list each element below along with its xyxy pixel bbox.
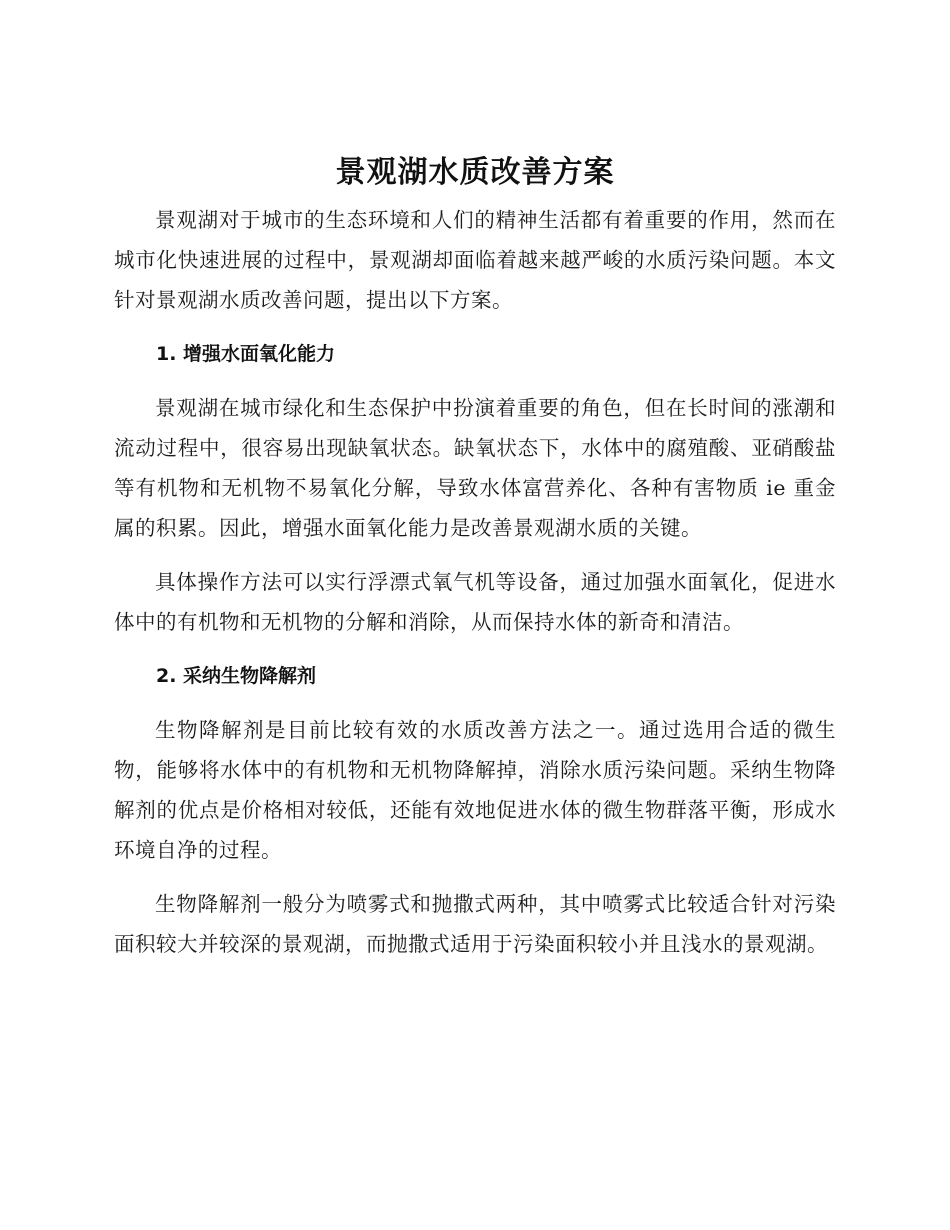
body-paragraph: 生物降解剂一般分为喷雾式和抛撒式两种，其中喷雾式比较适合针对污染面积较大并较深的景观湖，而抛撒式适用于污染面积较小并且浅水的景观湖。 — [114, 892, 836, 956]
section-oxidation — [114, 334, 836, 642]
intro-paragraph: 景观湖对于城市的生态环境和人们的精神生活都有着重要的作用，然而在城市化快速进展的过程中，景观湖却面临着越来越严峻的水质污染问题。本文针对景观湖水质改善问题，提出以下方案。 — [114, 208, 836, 312]
body-paragraph: 景观湖在城市绿化和生态保护中扮演着重要的角色，但在长时间的涨潮和流动过程中，很容易出现缺氧状态。缺氧状态下，水体中的腐殖酸、亚硝酸盐等有机物和无机物不易氧化分解，导致水体富营养化、各种有害物质 ie 重金属的积累。因此，增强水面氧化能力是改善景观湖水质的关键。 — [114, 396, 836, 540]
section-heading-oxidation: 1. 增强水面氧化能力 — [156, 343, 336, 365]
section-biodegradation — [114, 656, 836, 964]
body-paragraph: 生物降解剂是目前比较有效的水质改善方法之一。通过选用合适的微生物，能够将水体中的有机物和无机物降解掉，消除水质污染问题。采纳生物降解剂的优点是价格相对较低，还能有效地促进水体的微生物群落平衡，形成水环境自净的过程。 — [114, 718, 836, 862]
section-heading-biodegradation: 2. 采纳生物降解剂 — [156, 665, 317, 687]
body-paragraph: 具体操作方法可以实行浮漂式氧气机等设备，通过加强水面氧化，促进水体中的有机物和无机物的分解和消除，从而保持水体的新奇和清洁。 — [114, 570, 836, 634]
document-title: 景观湖水质改善方案 — [335, 155, 615, 190]
